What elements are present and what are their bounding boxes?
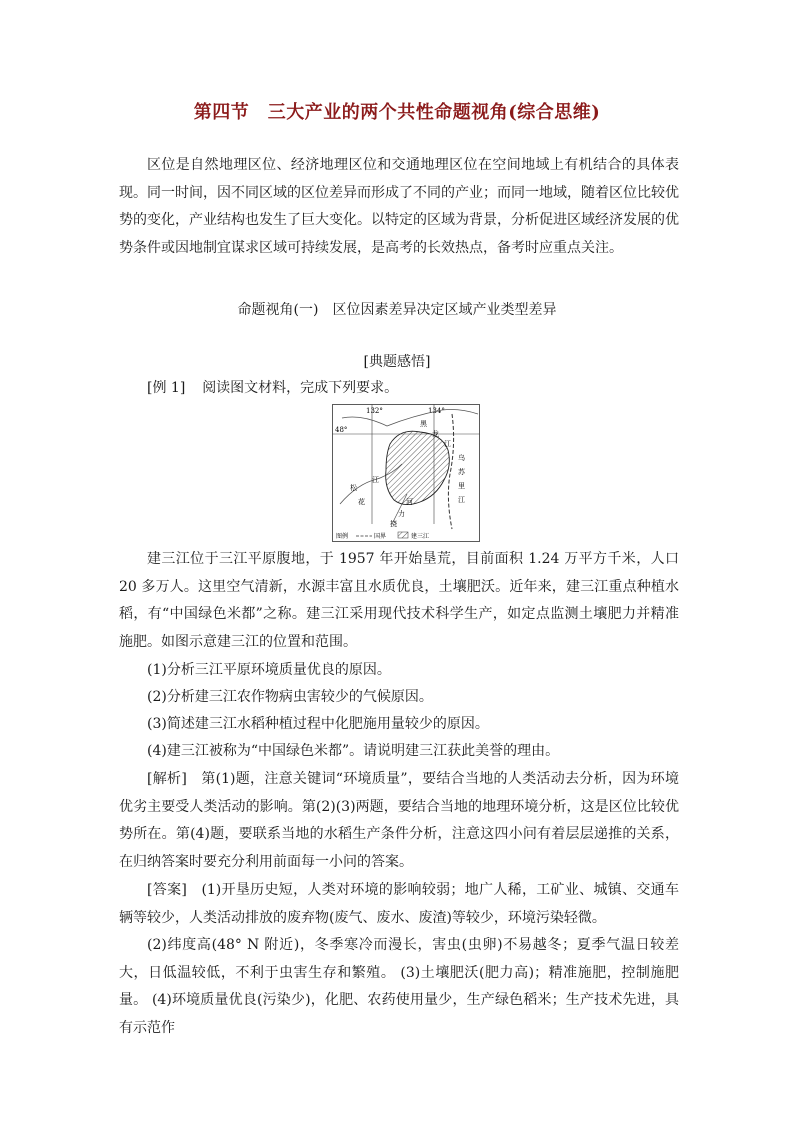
map-label-long: 龙 — [432, 430, 439, 438]
map-label-song: 松 — [350, 484, 357, 492]
map-label-jiang-3: 江 — [458, 496, 465, 504]
answer-paragraph-2: (2)纬度高(48° N 附近)，冬季寒冷而漫长，害虫(虫卵)不易越冬；夏季气温日较差大，日低温较低，不利于虫害生存和繁殖。 (3)土壤肥沃(肥力高)；精准施肥，控制施肥量。 (4)环境质量优良(污染少)，化肥、农药使用量少，生产绿色稻米；生产技术先进，具有示范作 — [119, 937, 679, 1036]
example-line — [147, 375, 677, 402]
map-label-liriver: 力 — [398, 510, 405, 518]
legend-area-symbol — [398, 532, 408, 538]
analysis-paragraph: [解析] 第(1)题，注意关键词“环境质量”，要结合当地的人类活动去分析，因为环境优劣主要受人类活动的影响。第(2)(3)两题，要结合当地的地理环境分析，这是区位比较优势所在。第(4)题，要联系当地的水稻生产条件分析，注意这四小问有着层层递推的关系，在归纳答案时要充分利用前面每一小问的答案。 — [119, 771, 679, 870]
sub-heading: [典题感悟] — [363, 354, 431, 370]
example-prompt: 阅读图文材料，完成下列要求。 — [202, 380, 399, 396]
lat-label: 48° — [335, 426, 348, 434]
map-label-jiang-1: 江 — [444, 440, 451, 448]
passage-paragraph: 建三江位于三江平原腹地，于 1957 年开始垦荒，目前面积 1.24 万平方千米，人口 20 多万人。这里空气清新，水源丰富且水质优良，土壤肥沃。近年来，建三江重点种植水稻，有“中国绿色米都”之称。建三江采用现代技术科学生产，如定点监测土壤肥力并精准施肥。如图示意建三江的位置和范围。 — [119, 551, 679, 650]
example-label: [例 1] — [147, 380, 186, 396]
question-2: (2)分析建三江农作物病虫害较少的气候原因。 — [147, 689, 433, 705]
map-label-li: 里 — [458, 482, 465, 490]
lon-label-left: 132° — [366, 407, 383, 415]
legend-area-label: 建三江 — [411, 533, 430, 540]
jiansanjiang-map — [332, 404, 480, 542]
map-label-hua: 花 — [358, 498, 365, 506]
answer-paragraph-1: [答案] (1)开垦历史短，人类对环境的影响较弱；地广人稀，工矿业、城镇、交通车辆等较少，人类活动排放的废弃物(废气、废水、废渣)等较少，环境污染轻微。 — [119, 882, 679, 926]
legend-border-label: 国界 — [374, 533, 387, 540]
legend-label: 图例 — [336, 533, 349, 540]
map-label-nao: 挠 — [390, 520, 397, 528]
page-title: 第四节 三大产业的两个共性命题视角(综合思维) — [193, 102, 601, 123]
map-label-su: 苏 — [458, 468, 465, 476]
lon-label-right: 134° — [428, 407, 445, 415]
intro-paragraph: 区位是自然地理区位、经济地理区位和交通地理区位在空间地域上有机结合的具体表现。同一时间，因不同区域的区位差异而形成了不同的产业；而同一地域，随着区位比较优势的变化，产业结构也发生了巨大变化。以特定的区域为背景，分析促进区域经济发展的优势条件或因地制宜谋求区域可持续发展，是高考的长效热点，备考时应重点关注。 — [119, 157, 679, 256]
section-heading: 命题视角(一) 区位因素差异决定区域产业类型差异 — [237, 302, 557, 318]
question-3: (3)简述建三江水稻种植过程中化肥施用量较少的原因。 — [147, 716, 489, 732]
map-label-hei: 黑 — [420, 420, 427, 428]
map-label-jiang-2: 江 — [372, 476, 379, 484]
question-4: (4)建三江被称为“中国绿色米都”。请说明建三江获此美誉的理由。 — [147, 743, 560, 759]
map-label-wu: 乌 — [458, 454, 465, 462]
map-label-he: 河 — [406, 498, 413, 506]
question-1: (1)分析三江平原环境质量优良的原因。 — [147, 662, 391, 678]
